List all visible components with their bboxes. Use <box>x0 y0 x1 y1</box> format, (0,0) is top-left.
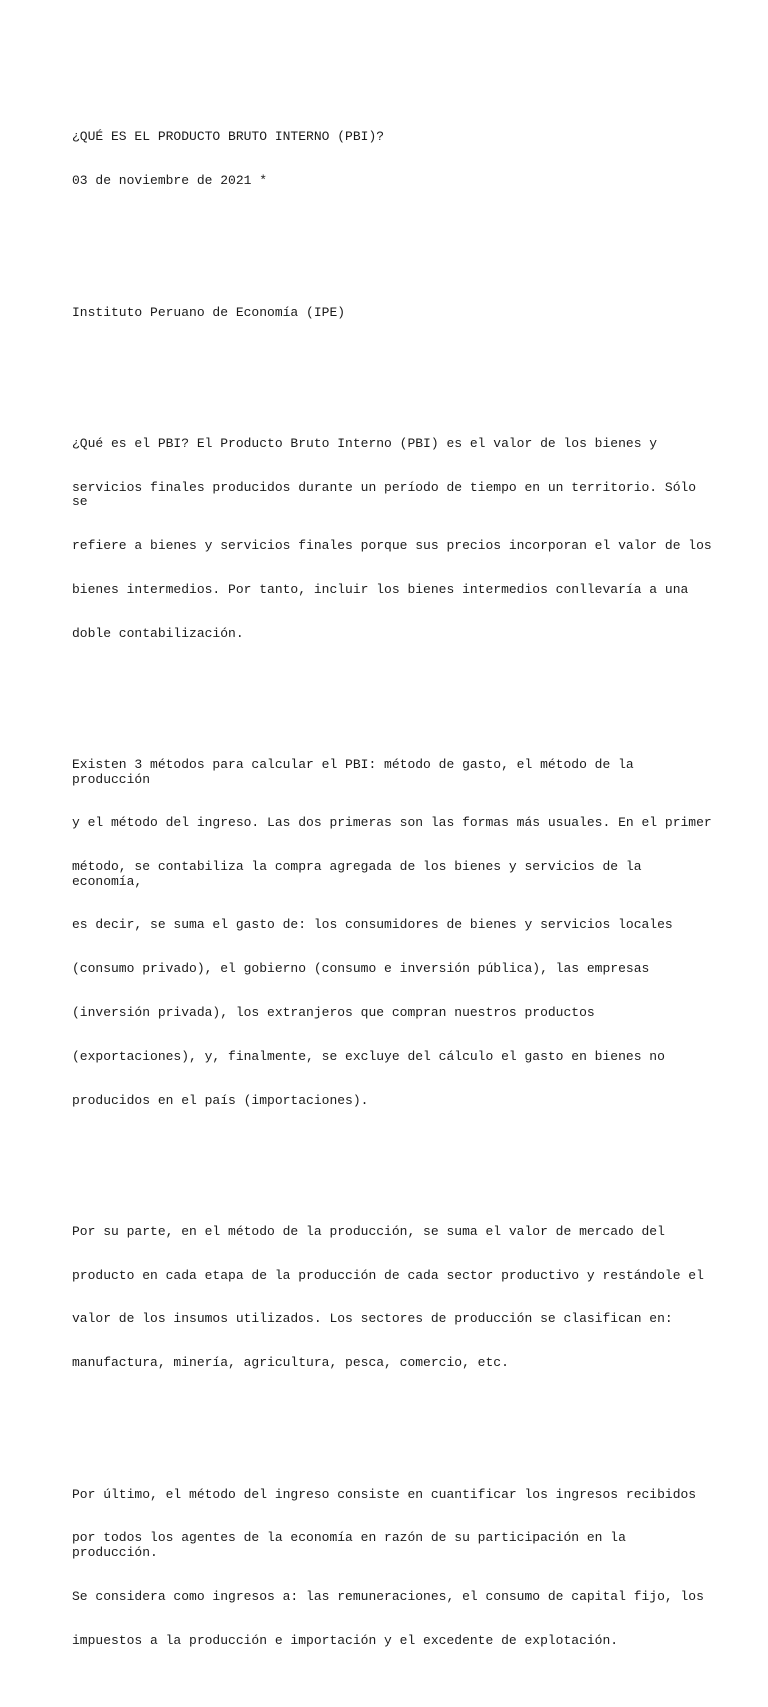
paragraph-definition <box>72 408 712 671</box>
text-line: valor de los insumos utilizados. Los sectores de producción se clasifican en: <box>72 1311 673 1327</box>
document-date: 03 de noviembre de 2021 * <box>72 173 268 189</box>
document-title: ¿QUÉ ES EL PRODUCTO BRUTO INTERNO (PBI)? <box>72 129 385 145</box>
text-line: ¿Qué es el PBI? El Producto Bruto Interno (PBI) es el valor de los bienes y <box>72 435 658 451</box>
text-line: Existen 3 métodos para calcular el PBI: método de gasto, el método de la producción <box>72 756 642 787</box>
text-line: impuestos a la producción e importación y el excedente de explotación. <box>72 1632 619 1648</box>
text-line: es decir, se suma el gasto de: los consumidores de bienes y servicios locales <box>72 917 673 933</box>
source-line: Instituto Peruano de Economía (IPE) <box>72 304 346 320</box>
paragraph-methods <box>72 729 712 1138</box>
text-line: por todos los agentes de la economía en razón de su participación en la producción. <box>72 1530 634 1560</box>
paragraph-income-method <box>72 1458 712 1677</box>
text-line: refiere a bienes y servicios finales porque sus precios incorporan el valor de los <box>72 538 712 553</box>
text-line: Por su parte, en el método de la producción, se suma el valor de mercado del <box>72 1223 665 1239</box>
document-header <box>72 101 712 218</box>
text-line: (consumo privado), el gobierno (consumo e inversión pública), las empresas <box>72 961 650 977</box>
text-line: servicios finales producidos durante un período de tiempo en un territorio. Sólo se <box>72 479 704 510</box>
text-line: bienes intermedios. Por tanto, incluir los bienes intermedios conllevaría a una <box>72 581 689 597</box>
text-line: producidos en el país (importaciones). <box>72 1092 369 1108</box>
text-line: doble contabilización. <box>72 625 244 641</box>
text-line: producto en cada etapa de la producción de cada sector productivo y restándole el <box>72 1267 704 1283</box>
text-line: Por último, el método del ingreso consiste en cuantificar los ingresos recibidos <box>72 1486 697 1502</box>
text-line: (inversión privada), los extranjeros que compran nuestros productos <box>72 1005 595 1020</box>
text-line: y el método del ingreso. Las dos primeras son las formas más usuales. En el primer <box>72 815 712 831</box>
text-line: (exportaciones), y, finalmente, se excluye del cálculo el gasto en bienes no <box>72 1048 665 1064</box>
text-line: método, se contabiliza la compra agregada de los bienes y servicios de la economía, <box>72 859 650 889</box>
document-page <box>72 72 712 1707</box>
text-line: manufactura, minería, agricultura, pesca, comercio, etc. <box>72 1355 509 1371</box>
document-source <box>72 276 712 349</box>
text-line: Se considera como ingresos a: las remuneraciones, el consumo de capital fijo, los <box>72 1588 704 1604</box>
paragraph-production-method <box>72 1196 712 1400</box>
